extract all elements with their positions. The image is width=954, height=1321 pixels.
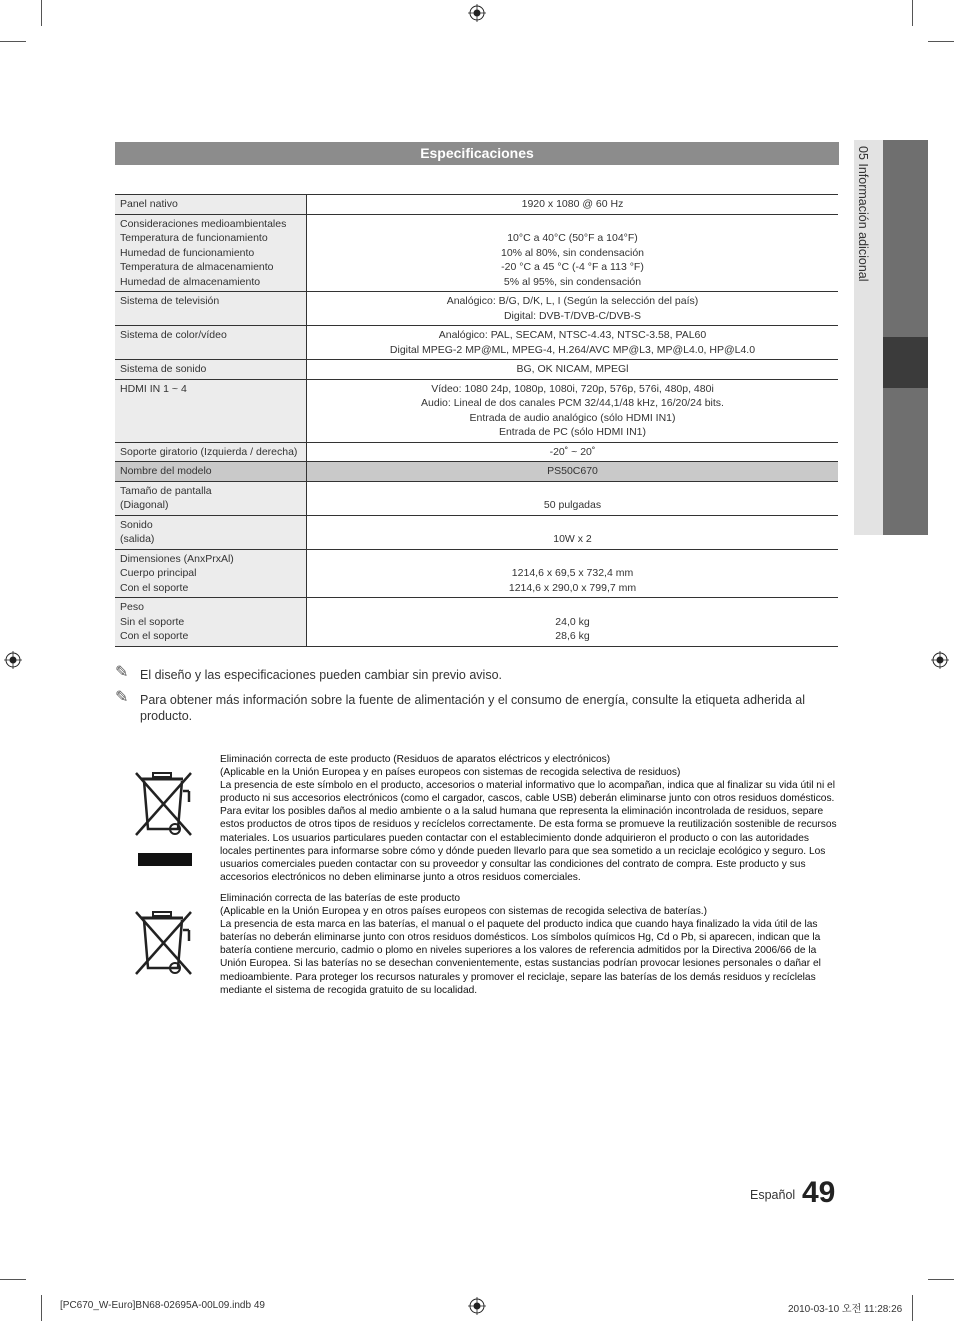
spec-value-line: BG, OK NICAM, MPEGl bbox=[516, 363, 629, 375]
battery-disposal-title: Eliminación correcta de las baterías de este producto bbox=[220, 893, 461, 904]
spec-label bbox=[115, 360, 307, 380]
spec-label-line: Cuerpo principal bbox=[120, 567, 197, 579]
spec-row bbox=[115, 214, 838, 292]
spec-label bbox=[115, 214, 307, 292]
section-title: Especificaciones bbox=[115, 142, 839, 165]
spec-label bbox=[115, 549, 307, 598]
spec-row bbox=[115, 292, 838, 326]
spec-row bbox=[115, 379, 838, 442]
spec-label-line: Consideraciones medioambientales bbox=[120, 217, 287, 230]
crossed-battery-bin-icon bbox=[133, 906, 195, 978]
spec-label bbox=[115, 292, 307, 326]
battery-disposal-body: La presencia de esta marca en las baterías, el manual o el paquete del producto indica que cuando haya finalizado la vida útil de las baterías no deberán eliminarse junto con otros residuos domésticos. Los símbolos químicos Hg, Cd o Pb, si aparecen, indican que la batería contiene mercurio, cadmio o plomo en niveles superiores a los valores de referencia admitidos por la Directiva 2006/66 de la Unión Europea. Si las baterías no se desechan convenientemente, estas sustancias podrían provocar lesiones personales o dañar el medioambiente. Para proteger los recursos naturales y promover el reciclaje, separe las baterías de los demás residuos y recíclelas mediante el sistema de recogida gratuito de su localidad. bbox=[220, 919, 821, 996]
spec-value-line: Analógico: B/G, D/K, L, I (Según la selección del país) bbox=[446, 295, 699, 307]
spec-label bbox=[115, 462, 307, 482]
spec-value-line: 10% al 80%, sin condensación bbox=[500, 246, 644, 259]
spec-value-line: 10W x 2 bbox=[553, 533, 592, 545]
registration-mark-icon bbox=[468, 4, 486, 22]
spec-value-line: Entrada de audio analógico (sólo HDMI IN1) bbox=[469, 411, 676, 424]
battery-disposal-subtitle: (Aplicable en la Unión Europea y en otros países europeos con sistemas de recogida selectiva de baterías.) bbox=[220, 906, 708, 918]
spec-label-line: Sistema de color/vídeo bbox=[120, 329, 227, 341]
spec-value bbox=[307, 195, 839, 215]
spec-value-line: -20˚ ~ 20˚ bbox=[549, 445, 596, 458]
spec-value-line: 1214,6 x 69,5 x 732,4 mm bbox=[511, 567, 634, 579]
spec-row bbox=[115, 360, 838, 380]
spec-value-line: 24,0 kg bbox=[555, 615, 590, 628]
spec-table bbox=[115, 194, 838, 647]
spec-row bbox=[115, 442, 838, 462]
spec-value-line: 1920 x 1080 @ 60 Hz bbox=[521, 198, 624, 210]
spec-row bbox=[115, 195, 838, 215]
spec-row bbox=[115, 598, 838, 647]
spec-value bbox=[307, 214, 839, 292]
product-disposal-subtitle: (Aplicable en la Unión Europea y en países europeos con sistemas de recogida selectiva de residuos) bbox=[220, 767, 681, 779]
chapter-tab-active bbox=[883, 337, 928, 388]
spec-value-line: 10°C a 40°C (50°F a 104°F) bbox=[507, 232, 638, 244]
spec-value-line: Digital MPEG-2 MP@ML, MPEG-4, H.264/AVC MP@L3, MP@L4.0, HP@L4.0 bbox=[389, 343, 756, 356]
spec-value-line bbox=[312, 484, 833, 499]
spec-label-line: Sin el soporte bbox=[120, 615, 185, 628]
spec-value-line: Audio: Lineal de dos canales PCM 32/44,1/48 kHz, 16/20/24 bits. bbox=[421, 397, 724, 409]
spec-value-line: 50 pulgadas bbox=[543, 499, 602, 511]
page-language: Español bbox=[750, 1188, 796, 1202]
spec-label-line: Dimensiones (AnxPrxAl) bbox=[120, 552, 234, 565]
spec-label-line: Sistema de sonido bbox=[120, 363, 207, 375]
crop-mark bbox=[912, 0, 913, 26]
spec-label bbox=[115, 598, 307, 647]
spec-label-line: HDMI IN 1 ~ 4 bbox=[120, 382, 187, 395]
spec-label-line: Humedad de funcionamiento bbox=[120, 246, 255, 259]
spec-label-line: Temperatura de funcionamiento bbox=[120, 232, 268, 244]
spec-value-line: Entrada de PC (sólo HDMI IN1) bbox=[498, 426, 647, 438]
spec-value-line: 5% al 95%, sin condensación bbox=[503, 275, 642, 288]
pencil-note-icon: ✎ bbox=[115, 664, 129, 681]
spec-row bbox=[115, 481, 838, 515]
product-disposal-body: La presencia de este símbolo en el producto, accesorios o material informativo que lo acompañan, indica que al finalizar su vida útil ni el producto ni sus accesorios electrónicos (como el cargador, cascos, cable USB) deberán eliminarse junto con otros residuos domésticos. Para evitar los posibles daños al medio ambiente o a la salud humana que representa la eliminación incontrolada de residuos, separe estos productos de otros tipos de residuos y recíclelos correctamente. De esta forma se promueve la reutilización sostenible de recursos materiales. Los usuarios particulares pueden contactar con el establecimiento donde adquirieron el producto o con las autoridades locales pertinentes para informarse sobre cómo y dónde pueden llevarlo para que sea sometido a un reciclaje ecológico y seguro. Los usuarios comerciales pueden contactar con su proveedor y consultar las condiciones del contrato de compra. Este producto y sus accesorios electrónicos no deben eliminarse junto a otros residuos comerciales. bbox=[220, 780, 837, 883]
spec-value-line: 28,6 kg bbox=[555, 630, 590, 642]
chapter-label: 05 Información adicional bbox=[856, 146, 870, 282]
spec-row bbox=[115, 462, 838, 482]
crossed-bin-icon bbox=[133, 767, 195, 869]
spec-label bbox=[115, 195, 307, 215]
notes bbox=[115, 664, 815, 733]
spec-value bbox=[307, 360, 839, 380]
spec-label bbox=[115, 481, 307, 515]
spec-value-line bbox=[312, 217, 833, 232]
note-text: El diseño y las especificaciones pueden cambiar sin previo aviso. bbox=[140, 668, 502, 682]
note-text: Para obtener más información sobre la fuente de alimentación y el consumo de energía, consulte la etiqueta adherida al producto. bbox=[140, 693, 805, 723]
spec-value-line bbox=[312, 518, 833, 533]
spec-label-line: Peso bbox=[120, 601, 144, 613]
print-timestamp: 2010-03-10 오전 11:28:26 bbox=[788, 1304, 903, 1315]
crop-mark bbox=[0, 1279, 26, 1280]
crop-mark bbox=[928, 41, 954, 42]
spec-value bbox=[307, 462, 839, 482]
registration-mark-icon bbox=[4, 651, 22, 669]
battery-disposal-text bbox=[220, 892, 838, 997]
spec-label-line: Con el soporte bbox=[120, 630, 189, 642]
spec-value-line: Analógico: PAL, SECAM, NTSC-4.43, NTSC-3.58, PAL60 bbox=[438, 329, 707, 341]
spec-label-line: Soporte giratorio (Izquierda / derecha) bbox=[120, 445, 298, 458]
product-disposal-text bbox=[220, 753, 838, 884]
spec-label-line: Sistema de televisión bbox=[120, 295, 220, 307]
spec-value bbox=[307, 292, 839, 326]
spec-value-line: Digital: DVB-T/DVB-C/DVB-S bbox=[503, 309, 642, 322]
spec-value bbox=[307, 379, 839, 442]
spec-label-line: (Diagonal) bbox=[120, 499, 169, 511]
spec-label bbox=[115, 442, 307, 462]
spec-label bbox=[115, 379, 307, 442]
page-number: 49 bbox=[802, 1176, 836, 1209]
crop-mark bbox=[912, 1295, 913, 1321]
spec-value-line: Vídeo: 1080 24p, 1080p, 1080i, 720p, 576p, 576i, 480p, 480i bbox=[431, 382, 714, 395]
spec-label-line: Humedad de almacenamiento bbox=[120, 275, 261, 288]
spec-value bbox=[307, 442, 839, 462]
spec-label-line: Panel nativo bbox=[120, 198, 178, 210]
spec-label bbox=[115, 326, 307, 360]
print-file-info: [PC670_W-Euro]BN68-02695A-00L09.indb 49 bbox=[60, 1300, 265, 1311]
spec-value bbox=[307, 481, 839, 515]
crop-mark bbox=[41, 0, 42, 26]
spec-value-line: 1214,6 x 290,0 x 799,7 mm bbox=[508, 581, 637, 594]
product-disposal-title: Eliminación correcta de este producto (Residuos de aparatos eléctricos y electrónicos) bbox=[220, 754, 611, 765]
spec-row bbox=[115, 549, 838, 598]
spec-label-line: (salida) bbox=[120, 533, 155, 545]
spec-value bbox=[307, 598, 839, 647]
registration-mark-icon bbox=[468, 1297, 486, 1315]
spec-value-line bbox=[312, 552, 833, 567]
pencil-note-icon: ✎ bbox=[115, 689, 129, 706]
crop-mark bbox=[928, 1279, 954, 1280]
spec-label-line: Temperatura de almacenamiento bbox=[120, 261, 274, 273]
note-item bbox=[115, 664, 815, 683]
spec-value-line bbox=[312, 600, 833, 615]
spec-value-line: PS50C670 bbox=[547, 465, 598, 477]
spec-label bbox=[115, 515, 307, 549]
registration-mark-icon bbox=[931, 651, 949, 669]
spec-value bbox=[307, 515, 839, 549]
spec-label-line: Con el soporte bbox=[120, 581, 189, 594]
spec-value bbox=[307, 549, 839, 598]
spec-row bbox=[115, 326, 838, 360]
crop-mark bbox=[0, 41, 26, 42]
spec-row bbox=[115, 515, 838, 549]
spec-label-line: Tamaño de pantalla bbox=[120, 484, 212, 497]
spec-value bbox=[307, 326, 839, 360]
spec-label-line: Nombre del modelo bbox=[120, 465, 212, 477]
spec-label-line: Sonido bbox=[120, 518, 153, 531]
note-item bbox=[115, 689, 815, 724]
crop-mark bbox=[41, 1295, 42, 1321]
spec-value-line: -20 °C a 45 °C (-4 °F a 113 °F) bbox=[501, 261, 644, 273]
